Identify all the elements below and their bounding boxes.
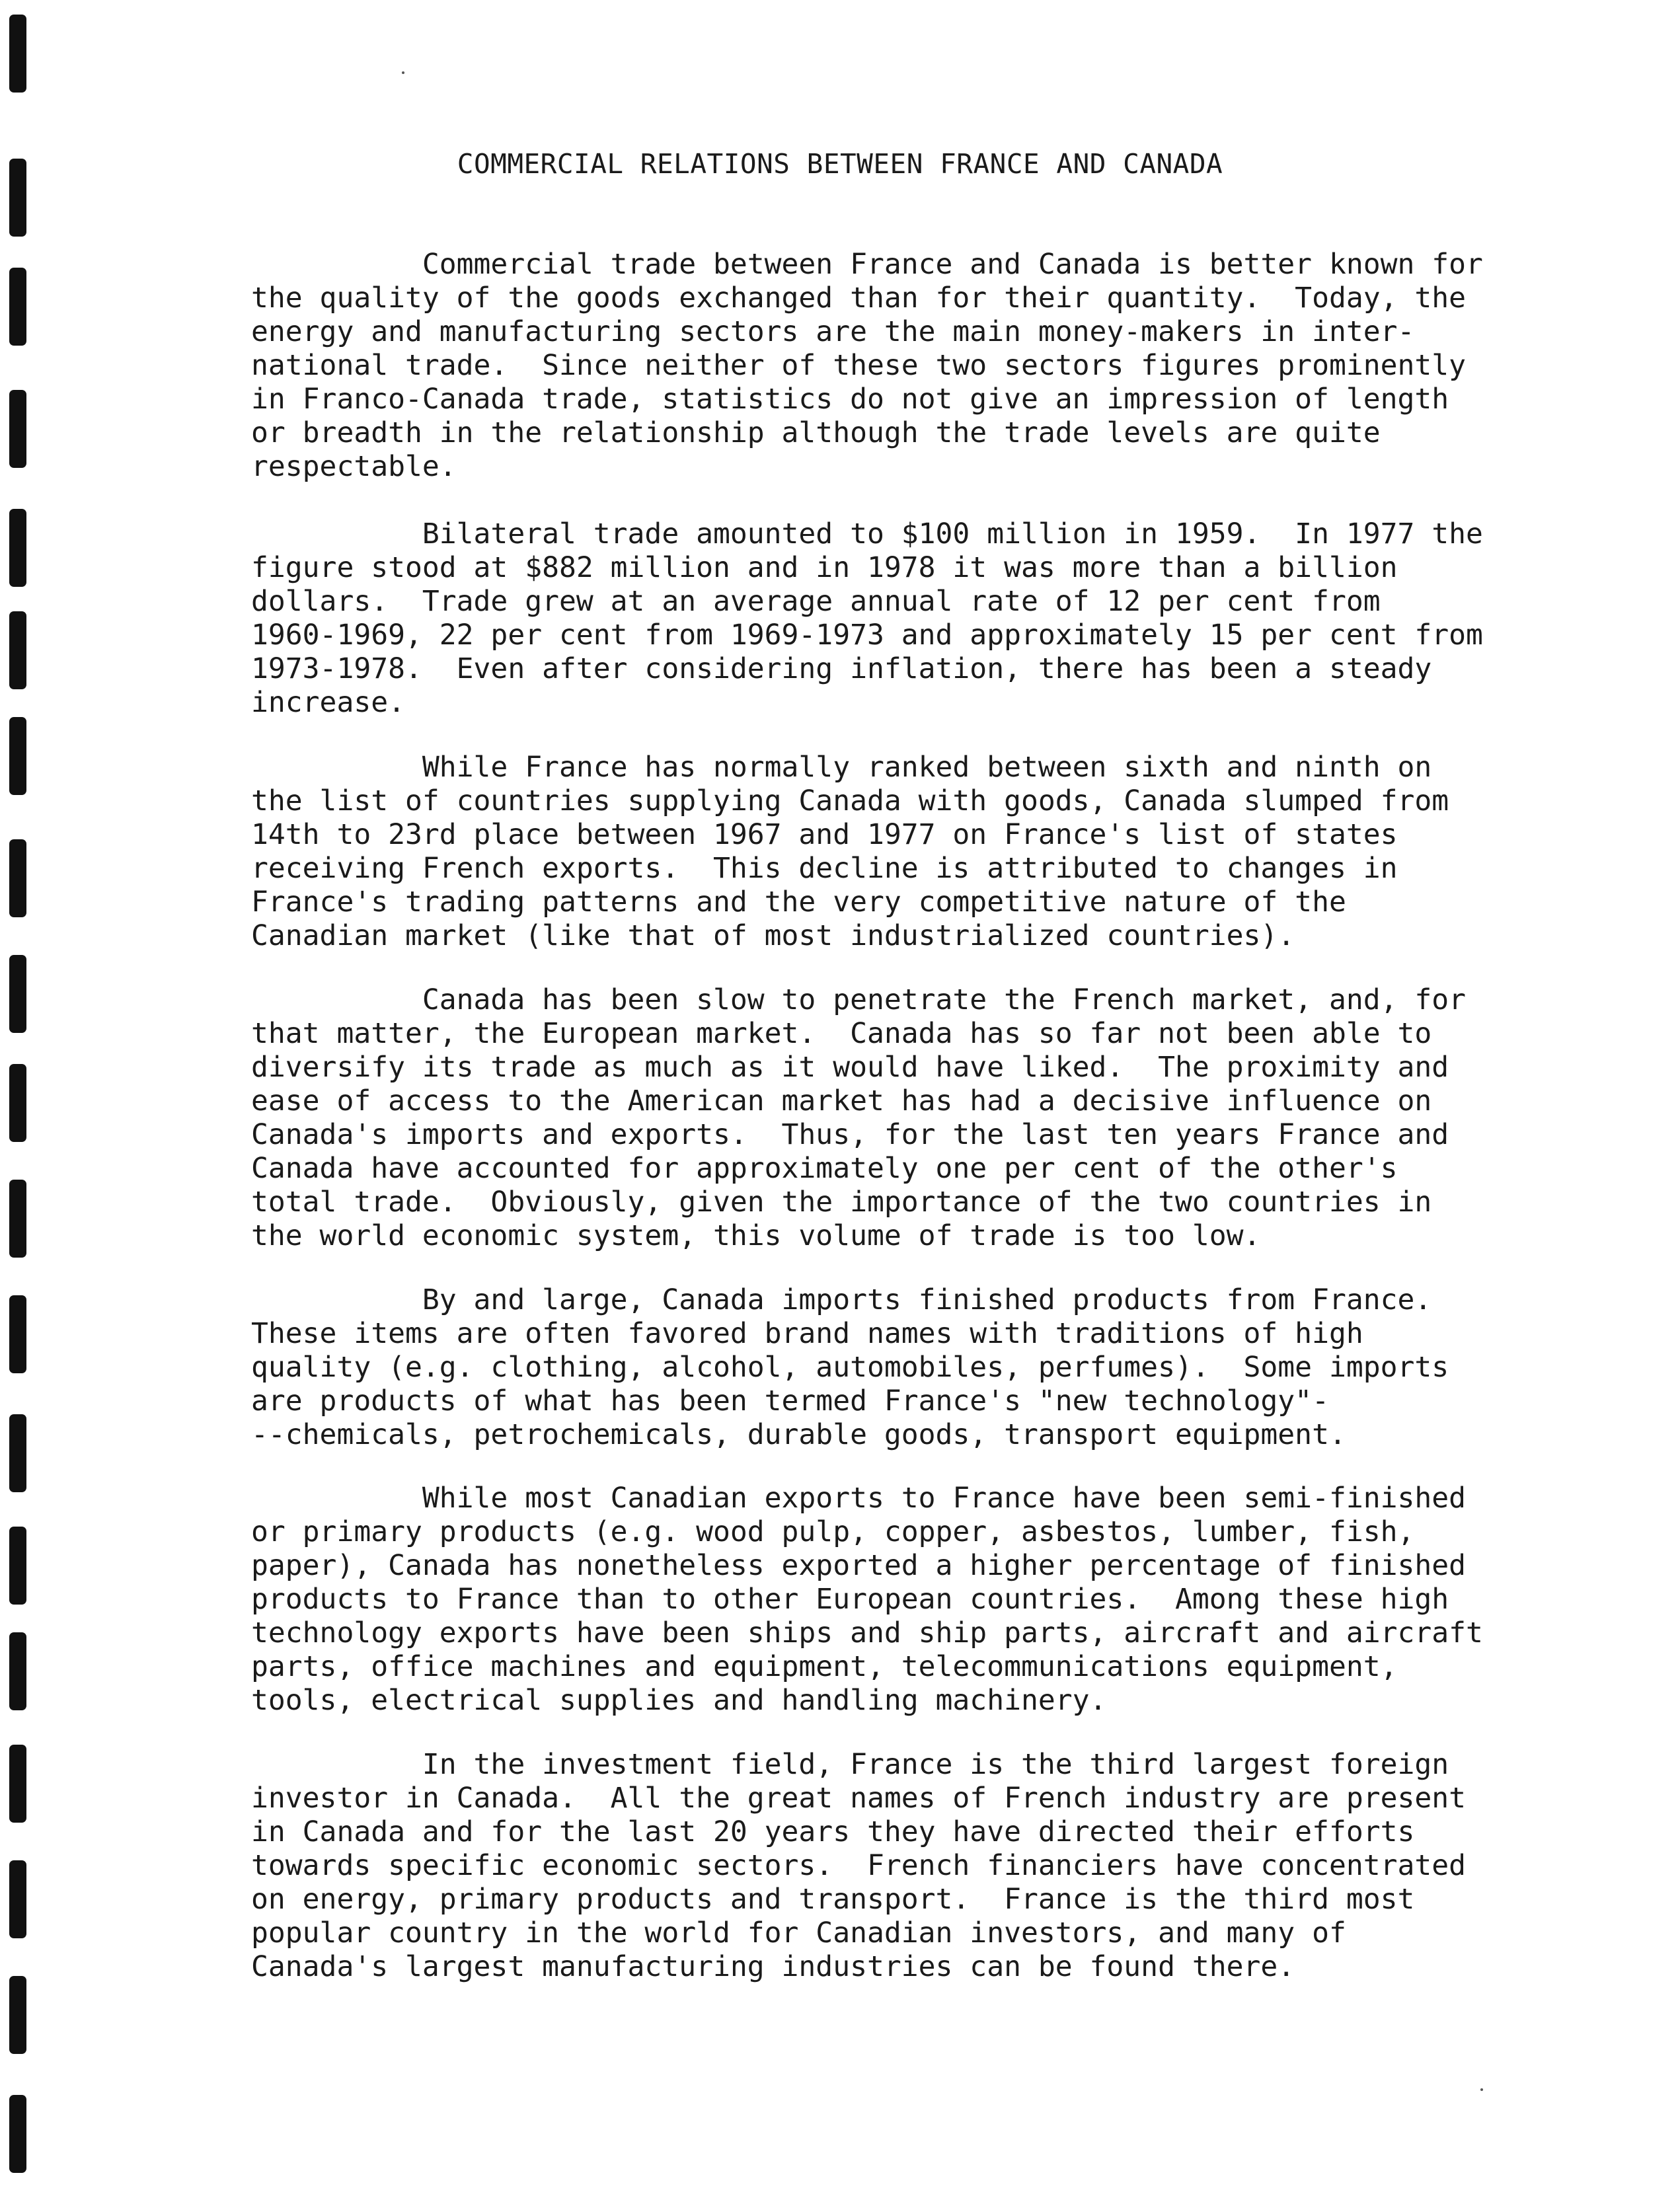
binding-hole bbox=[9, 509, 26, 587]
binding-holes bbox=[0, 0, 66, 2200]
binding-hole bbox=[9, 839, 26, 917]
binding-hole bbox=[9, 717, 26, 795]
binding-hole bbox=[9, 1745, 26, 1823]
binding-hole bbox=[9, 15, 26, 93]
binding-hole bbox=[9, 1180, 26, 1258]
binding-hole bbox=[9, 1860, 26, 1938]
binding-hole bbox=[9, 1414, 26, 1492]
binding-hole bbox=[9, 1976, 26, 2054]
binding-hole bbox=[9, 268, 26, 346]
binding-hole bbox=[9, 1295, 26, 1373]
page-title: COMMERCIAL RELATIONS BETWEEN FRANCE AND CANADA bbox=[457, 148, 1223, 180]
binding-hole bbox=[9, 1632, 26, 1710]
binding-hole bbox=[9, 1064, 26, 1142]
paragraph-imports: By and large, Canada imports finished products from France. These items are often favored brand names with traditions of high quality (e.g. clothing, alcohol, automobiles, perfumes). Some imports are products of what has been termed France's "new technology"- --chemicals, petrochemicals, durable goods, transport equipment. bbox=[251, 1283, 1449, 1451]
paragraph-market-penetration: Canada has been slow to penetrate the French market, and, for that matter, the European market. Canada has so far not been able to diversify its trade as much as it would have liked. The proximity and ease of access to the American market has had a decisive influence on Canada's imports and exports. Thus, for the last ten years France and Canada have accounted for approximately one per cent of the other's total trade. Obviously, given the importance of the two countries in the world economic system, this volume of trade is too low. bbox=[251, 983, 1467, 1252]
binding-hole bbox=[9, 955, 26, 1033]
binding-hole bbox=[9, 2095, 26, 2173]
paragraph-bilateral-trade: Bilateral trade amounted to $100 million in 1959. In 1977 the figure stood at $882 million and in 1978 it was more than a billion dollars. Trade grew at an average annual rate of 12 per cent from 1960-1969, 22 per cent from 1969-1973 and approximately 15 per cent from 1973-1978. Even after considering inflation, there has been a steady increase. bbox=[251, 517, 1483, 719]
paragraph-trade-overview: Commercial trade between France and Canada is better known for the quality of the goods exchanged than for their quantity. Today, the energy and manufacturing sectors are the main money-makers in inter- national trade. Since neither of these two sectors figures prominently in Franco-Canada trade, statistics do not give an impression of length or breadth in the relationship although the trade levels are quite respectable. bbox=[251, 248, 1483, 483]
paragraph-exports: While most Canadian exports to France have been semi-finished or primary products (e.g. wood pulp, copper, asbestos, lumber, fish, paper), Canada has nonetheless exported a higher percentage of finished products to France than to other European countries. Among these high technology exports have been ships and ship parts, aircraft and aircraft parts, office machines and equipment, telecommunications equipment, tools, electrical supplies and handling machinery. bbox=[251, 1482, 1483, 1717]
binding-hole bbox=[9, 1527, 26, 1605]
paragraph-country-rankings: While France has normally ranked between sixth and ninth on the list of countries supplying Canada with goods, Canada slumped from 14th to 23rd place between 1967 and 1977 on France's list of states receiving French exports. This decline is attributed to changes in France's trading patterns and the very competitive nature of the Canadian market (like that of most industrialized countries). bbox=[251, 751, 1449, 952]
scan-speck bbox=[402, 71, 404, 74]
paragraph-investment: In the investment field, France is the third largest foreign investor in Canada. All the great names of French industry are present in Canada and for the last 20 years they have directed their efforts towards specific economic sectors. French financiers have concentrated on energy, primary products and transport. France is the third most popular country in the world for Canadian investors, and many of Canada's largest manufacturing industries can be found there. bbox=[251, 1748, 1467, 1983]
binding-hole bbox=[9, 390, 26, 468]
binding-hole bbox=[9, 611, 26, 689]
scan-speck bbox=[1480, 2088, 1483, 2091]
